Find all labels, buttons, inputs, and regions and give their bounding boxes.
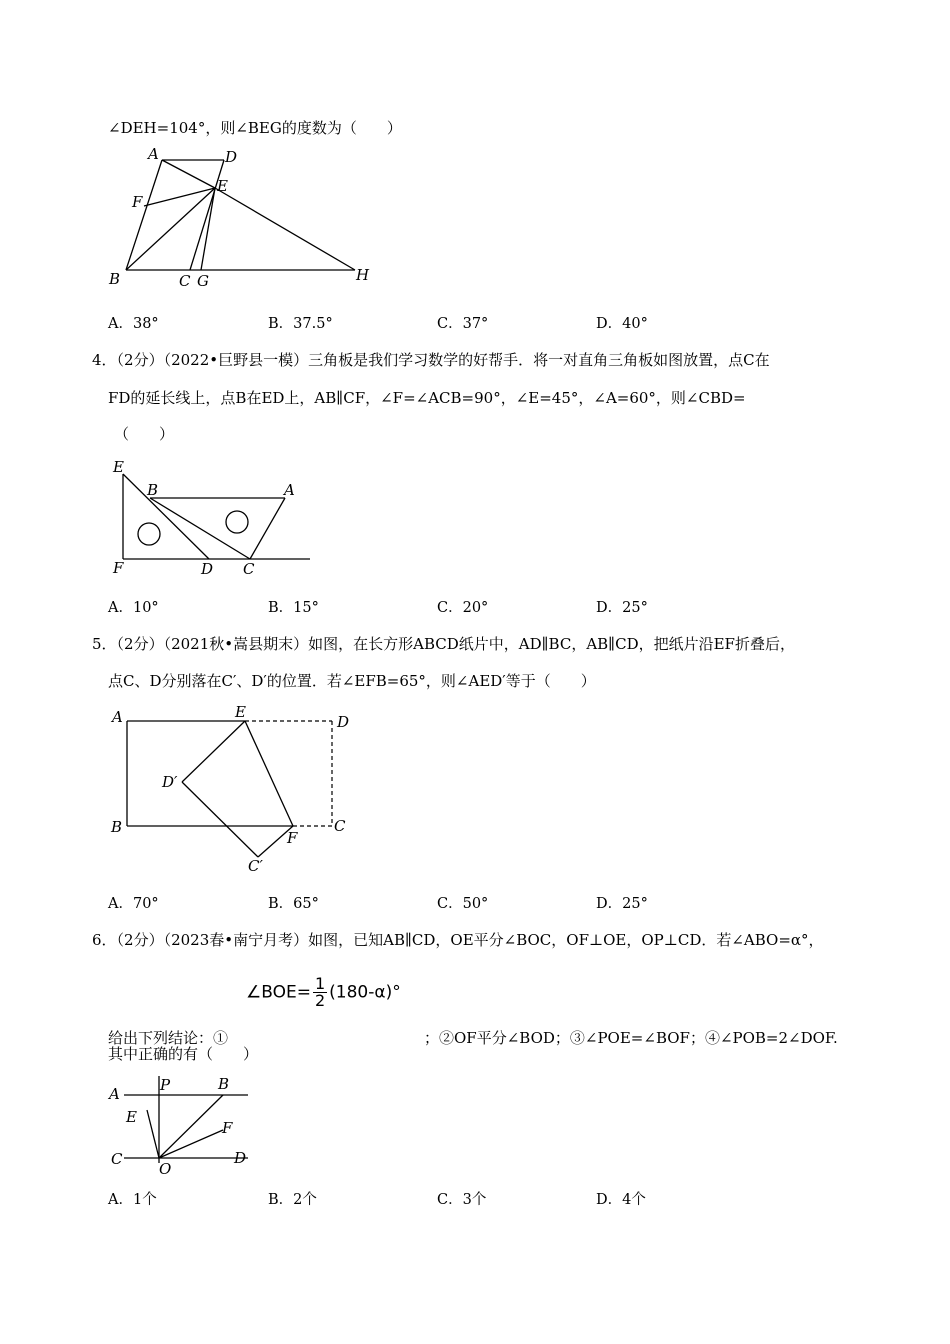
q3-label-D: D — [225, 148, 238, 166]
q6-label-B: B — [218, 1075, 230, 1093]
q3-seg-EH — [215, 188, 355, 270]
q6-label-A: A — [109, 1085, 120, 1103]
q4-stem-line-3: （ ） — [114, 425, 175, 443]
q4-hole-left — [138, 523, 160, 545]
q4-stem-line-1: 4．（2分）（2022•巨野县一模）三角板是我们学习数学的好帮手．将一对直角三角板如图放置，点C在 — [92, 351, 770, 369]
q6-stem-line-1: 6．（2分）（2023春•南宁月考）如图，已知AB∥CD，OE平分∠BOC，OF⊥OE，OP⊥CD．若∠ABO=α°， — [92, 931, 824, 949]
q5-option-d: D．25° — [596, 896, 648, 912]
q4-stem-line-2: FD的延长线上，点B在ED上，AB∥CF，∠F=∠ACB=90°，∠E=45°，∠A=60°，则∠CBD= — [108, 389, 746, 407]
q6-conclusions-suffix: ；②OF平分∠BOD；③∠POE=∠BOF；④∠POB=2∠DOF. — [424, 1029, 838, 1047]
q3-option-b: B．37.5° — [268, 316, 333, 332]
q5-label-B: B — [111, 818, 123, 836]
q3-option-c: C．37° — [437, 316, 489, 332]
q6-formula — [246, 976, 401, 1009]
q4-option-d: D．25° — [596, 600, 648, 616]
q4-seg-ED — [123, 474, 209, 559]
q5-label-D: D — [337, 713, 350, 731]
q3-label-C: C — [179, 272, 191, 290]
q6-label-O: O — [159, 1160, 172, 1178]
q4-label-F: F — [113, 559, 124, 577]
q5-label-F: F — [287, 829, 298, 847]
q5-seg-ED' — [182, 721, 245, 782]
q4-option-a: A．10° — [108, 600, 159, 616]
q5-seg-D'C' — [182, 782, 258, 857]
q6-figure — [100, 1070, 260, 1180]
q3-label-G: G — [197, 272, 209, 290]
q4-seg-AC — [250, 498, 285, 559]
q5-figure — [100, 700, 360, 878]
q6-conclusions-prefix: 给出下列结论：① — [108, 1029, 229, 1047]
q6-label-E: E — [126, 1108, 137, 1126]
q5-label-C-prime: C′ — [248, 857, 263, 875]
q6-label-F: F — [222, 1119, 233, 1137]
q6-option-d: D．4个 — [596, 1192, 646, 1208]
q6-option-a: A．1个 — [108, 1192, 157, 1208]
q5-seg-EF — [245, 721, 293, 826]
q3-figure — [100, 140, 390, 290]
q4-label-D: D — [201, 560, 214, 578]
q3-label-A: A — [148, 145, 159, 163]
q6-seg-OF — [159, 1130, 223, 1158]
q5-label-A: A — [112, 708, 123, 726]
q4-label-A: A — [284, 481, 295, 499]
q6-label-C: C — [111, 1150, 123, 1168]
q3-option-a: A．38° — [108, 316, 159, 332]
q5-label-E: E — [235, 703, 246, 721]
q3-label-H: H — [356, 266, 370, 284]
q5-stem-line-1: 5．（2分）（2021秋•嵩县期末）如图，在长方形ABCD纸片中，AD∥BC，AB∥CD，把纸片沿EF折叠后， — [92, 635, 795, 653]
q6-label-P: P — [160, 1076, 171, 1094]
q4-option-c: C．20° — [437, 600, 489, 616]
q5-option-a: A．70° — [108, 896, 159, 912]
q6-formula-numerator: 1 — [314, 974, 326, 993]
q3-label-E: E — [217, 177, 228, 195]
q3-stem-tail: ∠DEH=104°，则∠BEG的度数为（ ） — [108, 119, 402, 137]
q6-formula-fraction — [313, 976, 327, 1009]
q6-label-D: D — [234, 1149, 247, 1167]
q5-label-D-prime: D′ — [162, 773, 178, 791]
q4-label-C: C — [243, 560, 255, 578]
q3-option-d: D．40° — [596, 316, 648, 332]
q6-formula-right: (180-α)° — [329, 982, 401, 1003]
q6-seg-OE — [147, 1110, 159, 1158]
q4-label-B: B — [147, 481, 159, 499]
q6-option-c: C．3个 — [437, 1192, 487, 1208]
q5-label-C: C — [334, 817, 346, 835]
q5-option-c: C．50° — [437, 896, 489, 912]
q4-option-b: B．15° — [268, 600, 319, 616]
q5-stem-line-2: 点C、D分别落在C′、D′的位置．若∠EFB=65°，则∠AED′等于（ ） — [108, 672, 596, 690]
q3-label-B: B — [109, 270, 121, 288]
q3-seg-AE — [162, 160, 215, 188]
q6-formula-denominator: 2 — [314, 991, 326, 1010]
q3-label-F: F — [132, 193, 143, 211]
q6-formula-left: ∠BOE= — [246, 982, 311, 1003]
q4-figure — [100, 452, 325, 582]
q4-label-E: E — [113, 458, 124, 476]
q6-option-b: B．2个 — [268, 1192, 317, 1208]
q4-hole-right — [226, 511, 248, 533]
q5-option-b: B．65° — [268, 896, 319, 912]
q6-seg-OB — [159, 1095, 223, 1158]
q6-stem-line-3: 其中正确的有（ ） — [108, 1045, 259, 1063]
